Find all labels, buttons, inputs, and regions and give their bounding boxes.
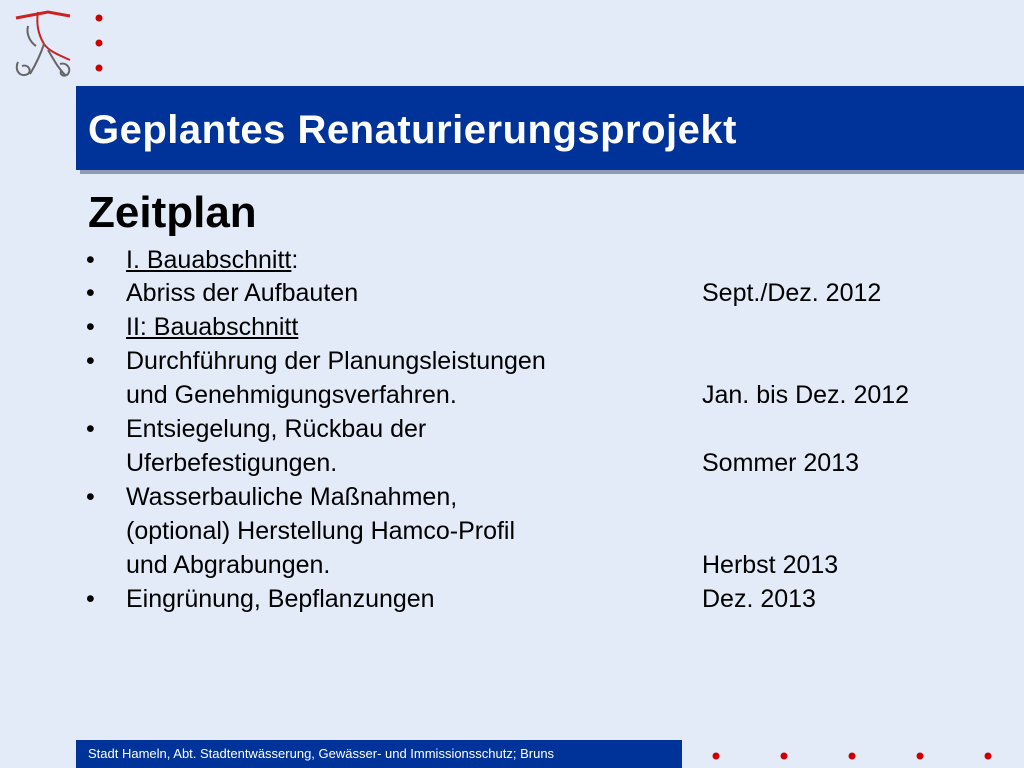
list-item: Eingrünung, Bepflanzungen [126, 585, 435, 613]
list-item: Abriss der Aufbauten [126, 279, 359, 307]
bullet-glyph: • [86, 585, 95, 613]
bullet-glyph: • [86, 313, 95, 341]
bullet-glyph: • [86, 279, 95, 307]
bullet-glyph: • [86, 415, 95, 443]
list-item-date: Jan. bis Dez. 2012 [702, 381, 910, 409]
list-item [126, 312, 298, 342]
list-item-continuation: und Abgrabungen. [126, 551, 331, 579]
bullet-glyph: • [86, 246, 95, 274]
footer-text: Stadt Hameln, Abt. Stadtentwässerung, Gewässer- und Immissionsschutz; Bruns [88, 746, 555, 761]
list-item-date: Dez. 2013 [702, 585, 816, 613]
list-item-date: Herbst 2013 [702, 551, 839, 579]
list-item-suffix: : [291, 246, 299, 274]
page-title: Geplantes Renaturierungsprojekt [88, 108, 737, 152]
list-item-label: II: Bauabschnitt [126, 313, 299, 341]
list-item: Entsiegelung, Rückbau der [126, 415, 427, 443]
footer-bar [76, 740, 682, 768]
list-item [126, 245, 298, 275]
footer-dots-decoration [700, 748, 1020, 764]
list-item-label: I. Bauabschnitt [126, 246, 292, 274]
section-heading: Zeitplan [88, 188, 257, 237]
list-item-continuation: (optional) Herstellung Hamco-Profil [126, 517, 516, 545]
list-item: Durchführung der Planungsleistungen [126, 347, 546, 375]
bullet-glyph: • [86, 483, 95, 511]
list-item: Wasserbauliche Maßnahmen, [126, 483, 458, 511]
list-item-date: Sept./Dez. 2012 [702, 279, 882, 307]
list-item-continuation: und Genehmigungsverfahren. [126, 381, 457, 409]
bullet-glyph: • [86, 347, 95, 375]
list-item-continuation: Uferbefestigungen. [126, 449, 338, 477]
list-item-date: Sommer 2013 [702, 449, 860, 477]
